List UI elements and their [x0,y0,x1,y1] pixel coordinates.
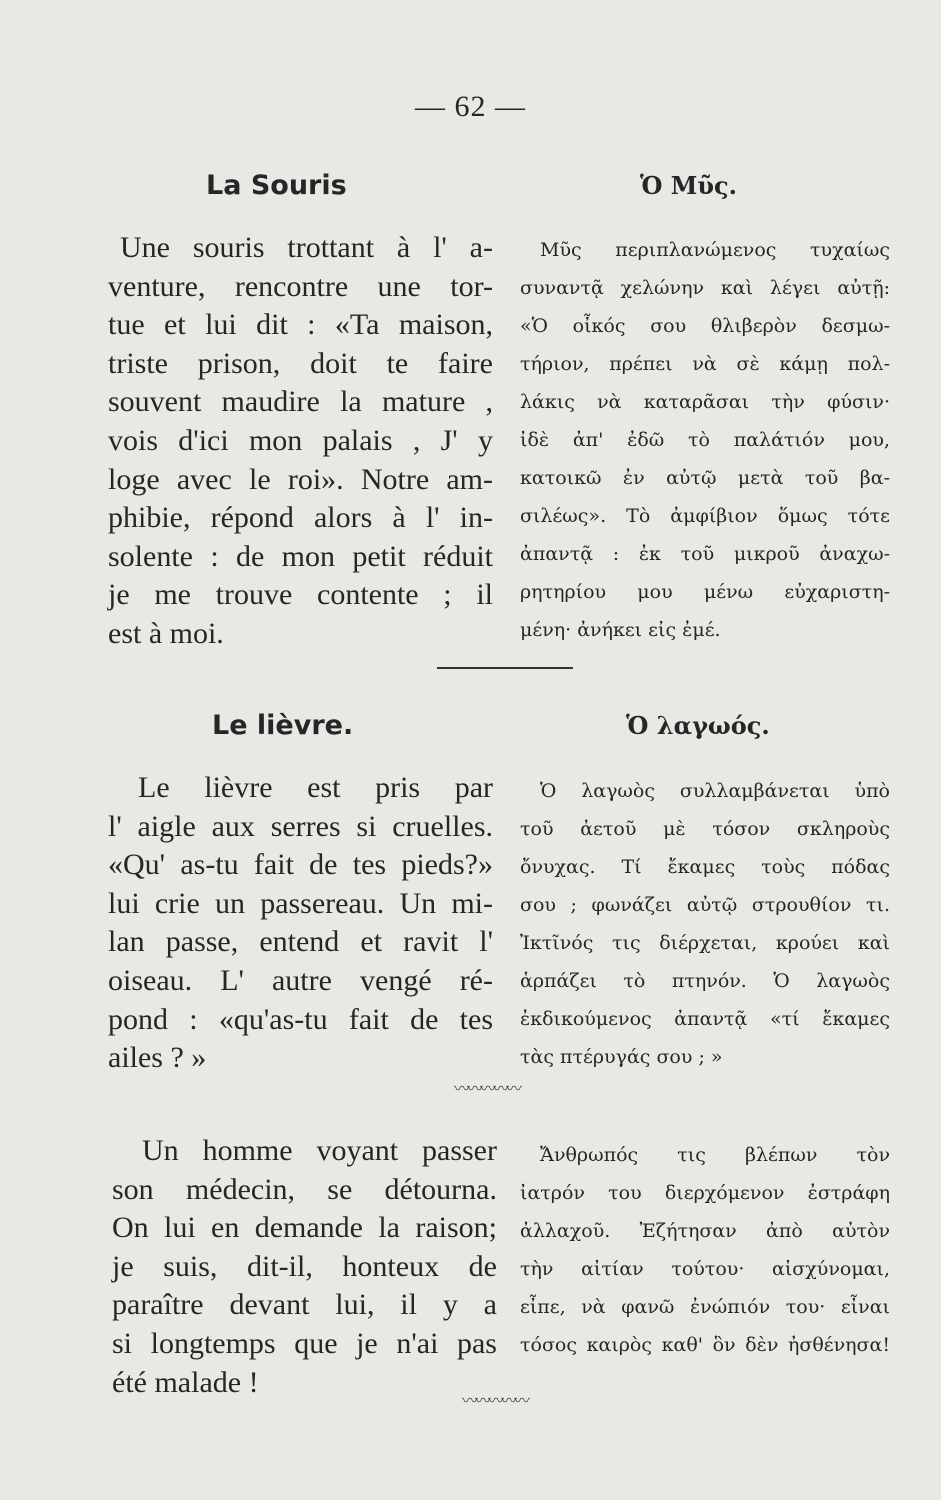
text-line: τοῦ ἀετοῦ μὲ τόσον σκληροὺς [520,818,890,840]
text-line: ἀλλαχοῦ. Ἐζήτησαν ἀπὸ αὐτὸν [520,1220,890,1242]
tilde-separator: 〰〰〰〰〰 [462,1391,528,1410]
text-line: σου ; φωνάζει αὐτῷ στρουθίον τι. [520,894,890,916]
text-line: On lui en demande la raison; [112,1211,497,1245]
text-line: ρητηρίου μου μένω εὐχαριστη- [520,581,890,603]
text-line: Une souris trottant à l' a- [120,231,493,264]
page-number: — 62 — [415,90,526,123]
text-line: ἁρπάζει τὸ πτηνόν. Ὁ λαγωὸς [520,970,890,992]
text-line: τὴν αἰτίαν τούτου· αἰσχύνομαι, [520,1258,890,1280]
text-line: τὰς πτέρυγάς σου ; » [520,1046,723,1068]
text-line: je suis, dit-il, honteux de [112,1249,497,1283]
fable-lievre-french [108,769,493,1078]
text-line: Ὁ λαγωὸς συλλαμβάνεται ὑπὸ [540,780,890,802]
fable-lagos-greek [520,772,890,1076]
text-line: été malade ! [112,1365,259,1399]
text-line: souvent maudire la mature , [108,385,493,419]
text-line: τήριον, πρέπει νὰ σὲ κάμῃ πολ- [520,353,890,375]
text-line: Ἰκτῖνός τις διέρχεται, κρούει καὶ [520,932,890,954]
text-line: phibie, répond alors à l' in- [108,501,493,535]
section-divider-rule [437,667,573,669]
text-line: ailes ? » [108,1041,207,1075]
text-line: triste prison, doit te faire [108,346,493,380]
text-line: «Ὁ οἶκός σου θλιβερὸν δεσμω- [520,315,890,337]
text-line: l' aigle aux serres si cruelles. [108,809,493,843]
text-line: tue et lui dit : «Ta maison, [108,308,493,342]
text-line: «Qu' as-tu fait de tes pieds?» [108,848,493,882]
tilde-separator: 〰〰〰〰〰 [454,1079,520,1098]
anecdote-iatros-greek [520,1136,890,1364]
text-line: Ἄνθρωπός τις βλέπων τὸν [540,1144,890,1166]
section-title-gr-lagos: Ὁ λαγωός. [626,711,770,740]
text-line: Un homme voyant passer [142,1134,497,1167]
fable-mys-greek [520,231,890,649]
text-line: λάκις νὰ καταρᾶσαι τὴν φύσιν· [520,391,890,413]
section-title-fr-lievre: Le lièvre. [212,710,354,741]
text-line: est à moi. [108,616,224,650]
text-line: Le lièvre est pris par [138,771,493,804]
text-line: ἰδὲ ἀπ' ἐδῶ τὸ παλάτιόν μου, [520,429,890,451]
text-line: ἀπαντᾷ : ἐκ τοῦ μικροῦ ἀναχω- [520,543,890,565]
text-line: κατοικῶ ἐν αὐτῷ μετὰ τοῦ βα- [520,467,890,489]
text-line: μένη· ἀνήκει εἰς ἐμέ. [520,619,721,641]
text-line: pond : «qu'as-tu fait de tes [108,1002,493,1036]
text-line: εἶπε, νὰ φανῶ ἐνώπιόν του· εἶναι [520,1296,890,1318]
text-line: Μῦς περιπλανώμενος τυχαίως [540,239,890,261]
text-line: συναντᾷ χελώνην καὶ λέγει αὐτῇ: [520,277,890,299]
text-line: venture, rencontre une tor- [108,269,493,303]
text-line: je me trouve contente ; il [108,578,493,612]
text-line: si longtemps que je n'ai pas [112,1326,497,1360]
fable-souris-french [108,229,493,654]
text-line: ἰατρόν του διερχόμενον ἐστράφη [520,1182,890,1204]
text-line: son médecin, se détourna. [112,1172,497,1206]
anecdote-medecin-french [112,1132,497,1402]
text-line: oiseau. L' autre vengé ré- [108,963,493,997]
text-line: ἐκδικούμενος ἀπαντᾷ «τί ἔκαμες [520,1008,890,1030]
text-line: σιλέως». Τὸ ἀμφίβιον ὅμως τότε [520,505,890,527]
text-line: vois d'ici mon palais , J' y [108,423,493,457]
text-line: τόσος καιρὸς καθ' ὃν δὲν ἠσθένησα! [520,1334,890,1356]
text-line: solente : de mon petit réduit [108,539,493,573]
text-line: paraître devant lui, il y a [112,1288,497,1322]
text-line: lui crie un passereau. Un mi- [108,886,493,920]
section-title-fr-souris: La Souris [206,170,347,201]
section-title-gr-mys: Ὁ Μῦς. [640,171,737,200]
text-line: ὄνυχας. Τί ἔκαμες τοὺς πόδας [520,856,890,878]
text-line: lan passe, entend et ravit l' [108,925,493,959]
text-line: loge avec le roi». Notre am- [108,462,493,496]
